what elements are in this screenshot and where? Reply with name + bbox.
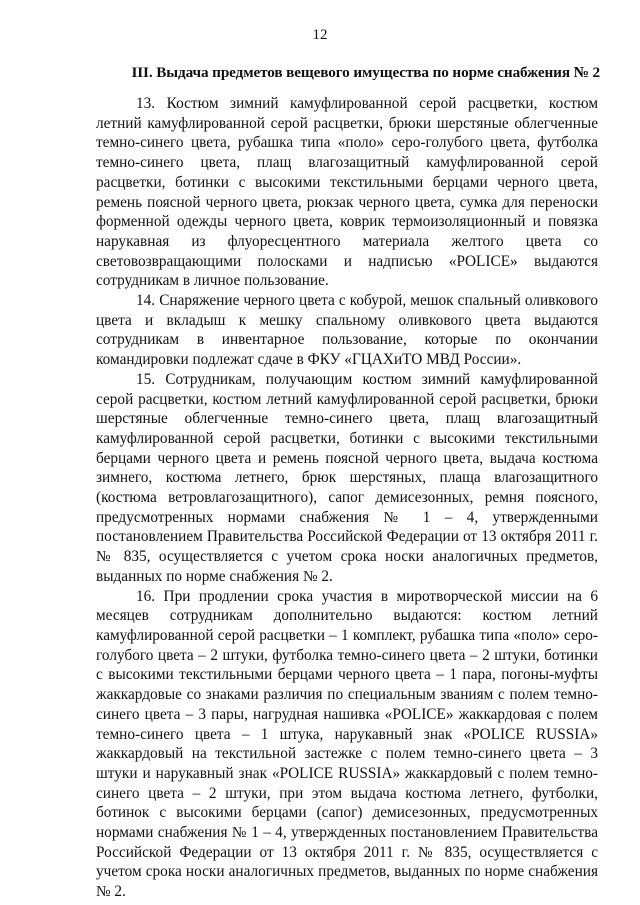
paragraph-14: 14. Снаряжение черного цвета с кобурой, мешок спальный оливкового цвета и вкладыш к мешку спальному оливкового цвета выдаются сотрудникам в инвентарное пользование, которые по окончании командировки подлежат сдаче в ФКУ «ГЦАХиТО МВД России». [96,292,598,369]
section-heading: III. Выдача предметов вещевого имущества по норме снабжения № 2 [131,64,600,81]
page-number: 12 [312,27,328,43]
paragraph-15: 15. Сотрудникам, получающим костюм зимний камуфлированной серой расцветки, костюм летний камуфлированной серой расцветки, брюки шерстяные облегченные темно-синего цвета, плащ влагозащитный камуфлированной серой расцветки, ботинки с высокими текстильными берцами черного цвета и ремень поясной черного цвета, выдача костюма зимнего, костюма летнего, брюк шерстяных, плаща влагозащитного (костюма ветровлагозащитного), сапог демисезонных, ремня поясного, предусмотренных нормами снабжения № 1 – 4, утвержденными постановлением Правительства Российской Федерации от 13 октября 2011 г. № 835, осуществляется с учетом срока носки аналогичных предметов, выданных по норме снабжения № 2. [96,370,598,585]
paragraph-13: 13. Костюм зимний камуфлированной серой расцветки, костюм летний камуфлированной серой расцветки, брюки шерстяные облегченные темно-синего цвета, рубашка типа «поло» серо-голубого цвета, футболка темно-синего цвета, плащ влагозащитный камуфлированной серой расцветки, ботинки с высокими текстильными берцами черного цвета, ремень поясной черного цвета, рюкзак черного цвета, сумка для переноски форменной одежды черного цвета, коврик термоизоляционный и повязка нарукавная из флуоресцентного материала желтого цвета со световозвращающими полосками и надписью «POLICE» выдаются сотрудникам в личное пользование. [96,95,598,290]
paragraph-16: 16. При продлении срока участия в миротворческой миссии на 6 месяцев сотрудникам дополнительно выдаются: костюм летний камуфлированной серой расцветки – 1 комплект, рубашка типа «поло» серо-голубого цвета – 2 штуки, футболка темно-синего цвета – 2 штуки, ботинки с высокими текстильными берцами черного цвета – 1 пара, погоны-муфты жаккардовые со знаками различия по специальным званиям с полем темно-синего цвета – 3 пары, нагрудная нашивка «POLICE» жаккардовая с полем темно-синего цвета – 1 штука, нарукавный знак «POLICE RUSSIA» жаккардовый на текстильной застежке с полем темно-синего цвета – 3 штуки и нарукавный знак «POLICE RUSSIA» жаккардовый с полем темно-синего цвета – 2 штуки, при этом выдача костюма летнего, футболки, ботинок с высокими берцами (сапог) демисезонных, предусмотренных нормами снабжения № 1 – 4, утвержденных постановлением Правительства Российской Федерации от 13 октября 2011 г. № 835, осуществляется с учетом срока носки аналогичных предметов, выданных по норме снабжения № 2. [96,587,598,901]
document-body [96,94,598,902]
